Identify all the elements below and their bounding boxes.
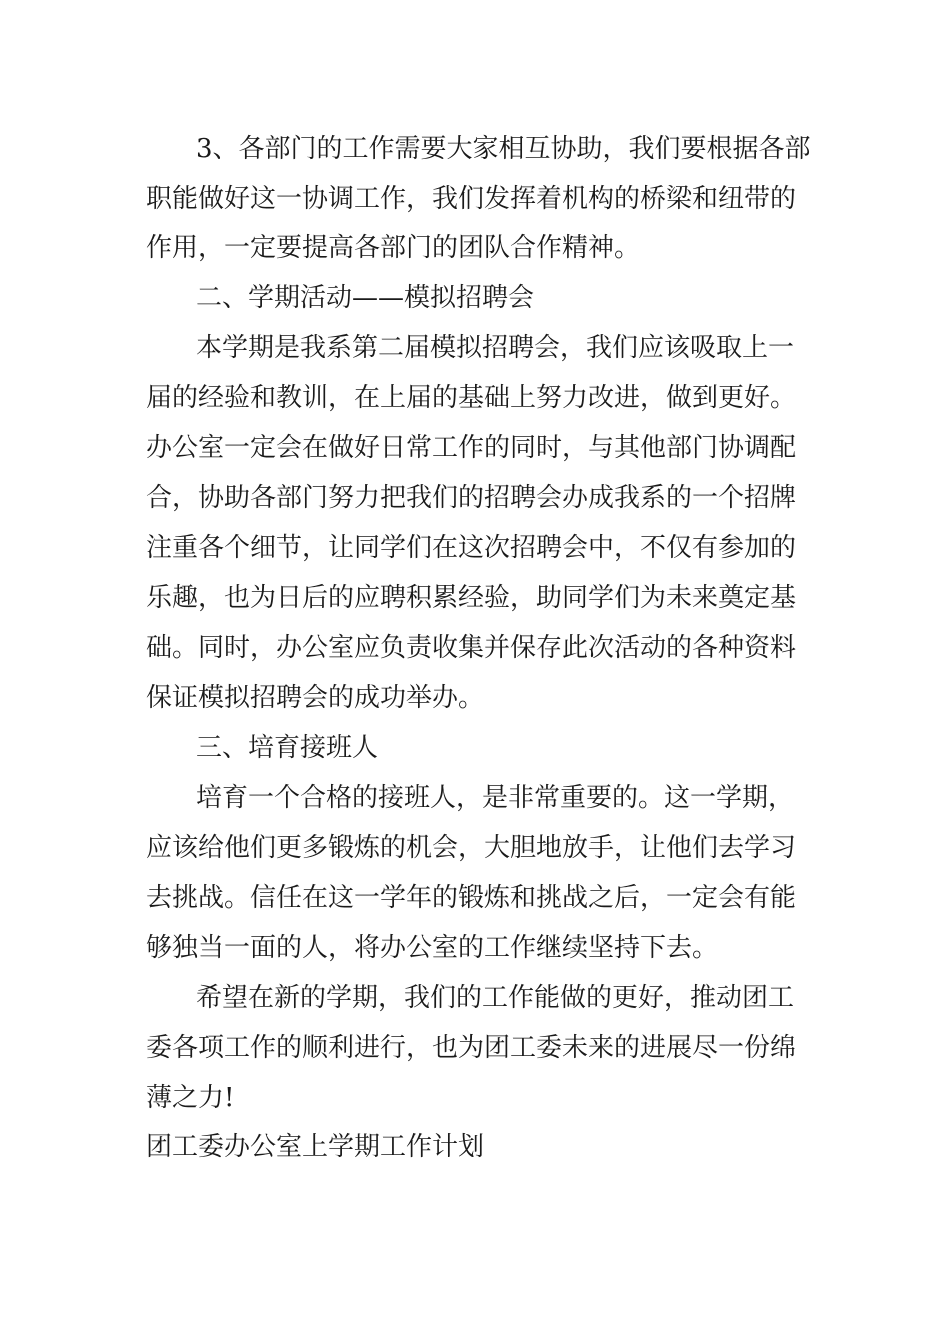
paragraph-line: 础。同时，办公室应负责收集并保存此次活动的各种资料 xyxy=(146,633,797,663)
paragraph-line: 3、各部门的工作需要大家相互协助，我们要根据各部 xyxy=(196,134,811,164)
paragraph-line: 薄之力! xyxy=(146,1083,235,1113)
section-heading: 二、学期活动——模拟招聘会 xyxy=(196,283,535,313)
paragraph-line: 希望在新的学期，我们的工作能做的更好，推动团工 xyxy=(196,983,795,1013)
paragraph-line: 注重各个细节，让同学们在这次招聘会中，不仅有参加的 xyxy=(146,533,797,563)
paragraph-line: 保证模拟招聘会的成功举办。 xyxy=(146,683,485,713)
paragraph-line: 作用，一定要提高各部门的团队合作精神。 xyxy=(146,233,641,263)
paragraph-line: 本学期是我系第二届模拟招聘会，我们应该吸取上一 xyxy=(196,333,795,363)
paragraph-line: 培育一个合格的接班人，是非常重要的。这一学期， xyxy=(196,783,795,813)
paragraph-line: 委各项工作的顺利进行，也为团工委未来的进展尽一份绵 xyxy=(146,1033,797,1063)
paragraph-line: 应该给他们更多锻炼的机会，大胆地放手，让他们去学习 xyxy=(146,833,797,863)
paragraph-line: 办公室一定会在做好日常工作的同时，与其他部门协调配 xyxy=(146,433,797,463)
paragraph-line: 合，协助各部门努力把我们的招聘会办成我系的一个招牌 xyxy=(146,483,797,513)
paragraph-line: 乐趣，也为日后的应聘积累经验，助同学们为未来奠定基 xyxy=(146,583,797,613)
document-title: 团工委办公室上学期工作计划 xyxy=(146,1132,485,1162)
section-heading: 三、培育接班人 xyxy=(196,733,379,763)
paragraph-line: 够独当一面的人，将办公室的工作继续坚持下去。 xyxy=(146,933,719,963)
paragraph-line: 去挑战。信任在这一学年的锻炼和挑战之后，一定会有能 xyxy=(146,883,797,913)
paragraph-line: 届的经验和教训，在上届的基础上努力改进，做到更好。 xyxy=(146,383,797,413)
paragraph-line: 职能做好这一协调工作，我们发挥着机构的桥梁和纽带的 xyxy=(146,184,797,214)
